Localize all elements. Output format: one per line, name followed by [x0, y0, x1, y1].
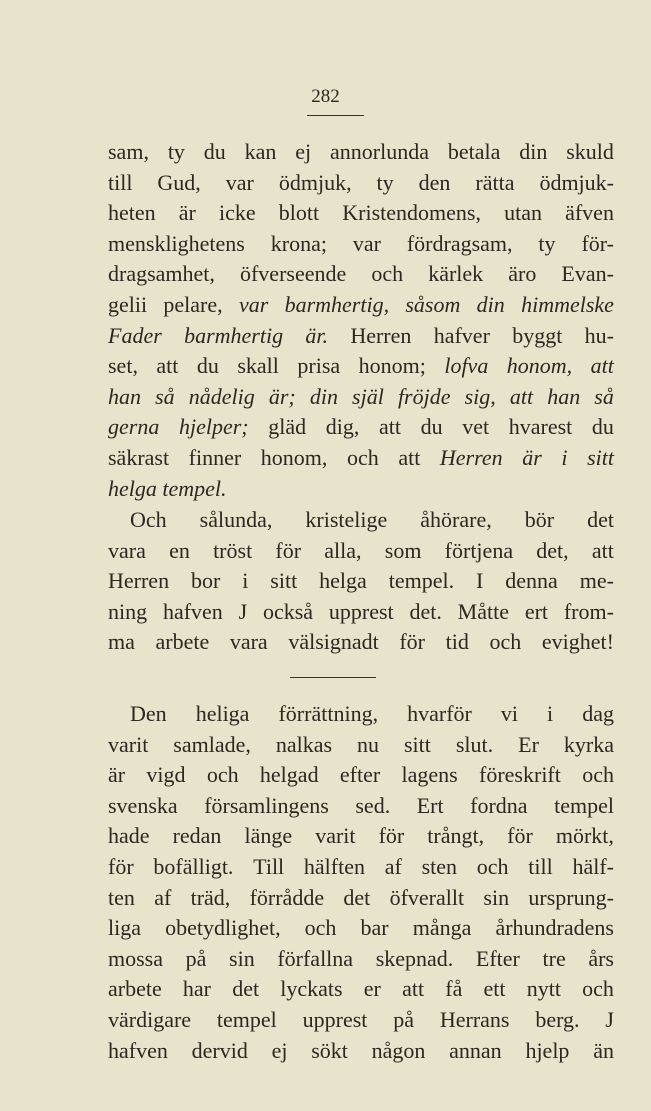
- word: det: [587, 507, 614, 532]
- text-line: [108, 443, 614, 474]
- word: så: [155, 383, 175, 409]
- word: ty: [167, 139, 185, 164]
- word: du: [196, 353, 219, 379]
- word: för-: [581, 230, 614, 256]
- word: bor: [191, 568, 221, 594]
- word: din: [309, 383, 338, 409]
- word: vet: [462, 414, 490, 440]
- word: bör: [524, 507, 555, 532]
- word: sig,: [464, 383, 496, 409]
- word: gläd: [268, 414, 307, 440]
- word: ty: [376, 169, 394, 195]
- word: J: [238, 598, 248, 624]
- word: århundradens: [495, 915, 614, 941]
- word: Och: [130, 507, 167, 532]
- word: få: [445, 976, 463, 1002]
- word: var: [238, 291, 269, 317]
- word: krona;: [270, 230, 327, 256]
- word: utan: [504, 200, 542, 226]
- word: det.: [409, 598, 442, 624]
- word: rätta: [475, 169, 515, 195]
- word: tre: [542, 945, 566, 971]
- paragraph-1: [108, 137, 614, 504]
- word: barmhertig,: [284, 291, 390, 317]
- text-line: [108, 627, 614, 658]
- text-line: [108, 566, 614, 597]
- word: Evan-: [561, 261, 614, 287]
- word: vara: [229, 629, 268, 655]
- word: till: [108, 169, 133, 195]
- text-line: [108, 229, 614, 260]
- word: i: [561, 444, 568, 470]
- word: skall: [237, 353, 279, 379]
- word: tid: [445, 629, 469, 655]
- word: att: [509, 383, 534, 409]
- word: upprest: [328, 598, 394, 624]
- word: sålunda,: [199, 507, 273, 532]
- word: kärlek: [428, 261, 484, 287]
- word: alla,: [324, 537, 362, 563]
- word: många: [412, 915, 472, 941]
- word: ej: [271, 1037, 288, 1063]
- word: gelii: [108, 291, 148, 317]
- word: byggt: [512, 322, 563, 348]
- word: denna: [505, 568, 558, 594]
- word: du: [591, 414, 614, 440]
- word: me-: [579, 568, 614, 594]
- word: efter: [339, 762, 381, 788]
- word: Herren: [439, 444, 503, 470]
- word: ursprung-: [528, 884, 614, 910]
- word: helgad: [259, 762, 319, 788]
- word: han: [547, 383, 581, 409]
- word: öfverallt: [389, 884, 465, 910]
- word: för: [378, 823, 405, 849]
- paragraph-2: [108, 505, 614, 658]
- word: äfven: [565, 200, 614, 226]
- word: slut.: [455, 731, 494, 757]
- word: är;: [268, 383, 296, 409]
- word: Gud,: [157, 169, 201, 195]
- word: Herren: [108, 568, 170, 594]
- word: själ: [352, 383, 384, 409]
- word: berg.: [535, 1006, 580, 1032]
- word: på: [185, 945, 207, 971]
- word: på: [393, 1006, 414, 1032]
- word: öfverseende: [239, 261, 347, 287]
- word: ej: [295, 139, 312, 164]
- text-line: [108, 290, 614, 321]
- word: Måtte: [457, 598, 509, 624]
- word: arbete: [108, 976, 162, 1002]
- word: kan: [244, 139, 277, 164]
- word: och: [476, 853, 509, 879]
- word: säkrast: [108, 444, 170, 470]
- word: någon: [371, 1037, 426, 1063]
- word: och: [582, 762, 614, 788]
- word: det: [343, 884, 371, 910]
- word: I: [476, 568, 484, 594]
- word: samlade,: [173, 731, 251, 757]
- word: finner: [188, 444, 242, 470]
- word: den: [418, 169, 451, 195]
- word: ett: [483, 976, 506, 1002]
- text-line: [108, 821, 614, 852]
- word: din: [519, 139, 548, 164]
- word: vigd: [146, 762, 186, 788]
- text-line: [108, 474, 614, 505]
- word: annan: [449, 1037, 502, 1063]
- word: en: [169, 537, 190, 563]
- word: träd,: [190, 884, 231, 910]
- page-number: 282: [311, 86, 340, 107]
- word: liga: [108, 915, 141, 941]
- word: sitt: [587, 444, 614, 470]
- word: Den: [130, 701, 167, 726]
- word: tempel: [216, 1006, 277, 1032]
- word: icke: [219, 200, 256, 226]
- text-line: [108, 1036, 614, 1067]
- word: fördragsam,: [406, 230, 513, 256]
- word: obetydlighet,: [165, 915, 281, 941]
- word: församlingens: [204, 792, 329, 818]
- word: är: [178, 200, 196, 226]
- word: att: [402, 976, 425, 1002]
- word: är: [522, 444, 542, 470]
- word: sitt: [270, 568, 298, 594]
- word: hjelper;: [178, 414, 249, 440]
- word: evighet!: [541, 629, 614, 655]
- text-line: [108, 760, 614, 791]
- word: mossa: [108, 945, 163, 971]
- word: Efter: [475, 945, 520, 971]
- word: för: [275, 537, 302, 563]
- word: såsom: [405, 291, 461, 317]
- word: hafver: [433, 322, 490, 348]
- text-line: [108, 168, 614, 199]
- text-line: [108, 974, 614, 1005]
- word: hälften: [303, 853, 366, 879]
- word: som: [384, 537, 422, 563]
- word: barmhertig: [184, 322, 284, 348]
- word: och: [304, 915, 337, 941]
- word: i: [547, 701, 554, 726]
- word: honom,: [506, 353, 573, 379]
- word: gerna: [108, 414, 160, 440]
- word: sin: [483, 884, 510, 910]
- word: er: [363, 976, 381, 1002]
- word: tempel: [554, 792, 614, 818]
- word: helga: [319, 568, 367, 594]
- word: upprest: [302, 1006, 368, 1032]
- word: du: [203, 139, 226, 164]
- word: dervid: [191, 1037, 248, 1063]
- text-line: [108, 597, 614, 628]
- word: och: [582, 976, 614, 1002]
- word: Till: [253, 853, 285, 879]
- word: from-: [563, 598, 614, 624]
- word: sin: [229, 945, 255, 971]
- word: det,: [536, 537, 569, 563]
- word: dragsamhet,: [108, 261, 215, 287]
- word: och: [371, 261, 404, 287]
- word: blott: [278, 200, 320, 226]
- word: redan: [172, 823, 222, 849]
- word: af: [154, 884, 172, 910]
- word: ning: [108, 598, 148, 624]
- word: också: [262, 598, 314, 624]
- word: fröjde: [397, 383, 451, 409]
- word: lagens: [401, 762, 458, 788]
- word: värdigare: [108, 1006, 192, 1032]
- word: till: [528, 853, 553, 879]
- word: än: [593, 1037, 614, 1063]
- word: trångt,: [427, 823, 485, 849]
- word: att: [590, 353, 614, 379]
- word: varit: [315, 823, 356, 849]
- word: var: [352, 230, 381, 256]
- text-line: [108, 198, 614, 229]
- paragraph-3: [108, 699, 614, 1066]
- word: är: [108, 762, 126, 788]
- word: är.: [305, 322, 329, 348]
- word: varit: [108, 731, 149, 757]
- text-line: [108, 883, 614, 914]
- italic-text: helga tempel.: [108, 475, 227, 501]
- word: lofva: [444, 353, 489, 379]
- word: set,: [108, 353, 138, 379]
- text-line: [108, 1005, 614, 1036]
- word: länge: [244, 823, 293, 849]
- word: annorlunda: [330, 139, 429, 164]
- word: förrådde: [249, 884, 325, 910]
- word: förtjena: [444, 537, 514, 563]
- text-line: [108, 259, 614, 290]
- word: sten: [421, 853, 458, 879]
- word: arbete: [155, 629, 210, 655]
- word: nalkas: [275, 731, 333, 757]
- word: års: [588, 945, 614, 971]
- page-number-rule: [307, 115, 364, 116]
- text-line: [108, 913, 614, 944]
- word: ma: [108, 629, 135, 655]
- word: så: [594, 383, 614, 409]
- text-line: [108, 351, 614, 382]
- word: sökt: [311, 1037, 348, 1063]
- word: mensklighetens: [108, 230, 245, 256]
- word: har: [182, 976, 212, 1002]
- word: skepnad.: [375, 945, 454, 971]
- word: din: [476, 291, 505, 317]
- word: nu: [357, 731, 380, 757]
- word: för: [507, 823, 533, 849]
- word: heliga: [195, 701, 250, 726]
- word: sed.: [355, 792, 391, 818]
- word: hafven: [162, 598, 223, 624]
- word: honom;: [358, 353, 426, 379]
- word: sam,: [108, 139, 149, 164]
- word: bar: [360, 915, 389, 941]
- text-line: [108, 944, 614, 975]
- text-line: [108, 505, 614, 536]
- text-line: [108, 699, 614, 730]
- word: Ert: [416, 792, 444, 818]
- word: honom,: [260, 444, 328, 470]
- word: sitt: [404, 731, 431, 757]
- word: hafven: [108, 1037, 168, 1063]
- word: himmelske: [521, 291, 614, 317]
- word: ödmjuk-: [539, 169, 614, 195]
- word: Herren: [350, 322, 412, 348]
- word: att: [379, 414, 401, 440]
- word: ten: [108, 884, 135, 910]
- word: hälf-: [572, 853, 614, 879]
- word: vara: [108, 537, 146, 563]
- word: åhörare,: [420, 507, 492, 532]
- word: hjelp: [525, 1037, 570, 1063]
- word: han: [108, 383, 141, 409]
- word: pelare,: [163, 291, 223, 317]
- word: ödmjuk,: [278, 169, 352, 195]
- word: föreskrift: [479, 762, 561, 788]
- word: förfallna: [277, 945, 354, 971]
- word: hade: [108, 823, 150, 849]
- word: vi: [500, 701, 519, 726]
- word: och: [489, 629, 522, 655]
- word: Fader: [108, 322, 162, 348]
- word: var: [225, 169, 254, 195]
- word: mörkt,: [555, 823, 614, 849]
- text-line: [108, 791, 614, 822]
- word: ty: [538, 230, 556, 256]
- text-line: [108, 382, 614, 413]
- word: förrättning,: [278, 701, 379, 726]
- word: att: [591, 537, 614, 563]
- word: för: [108, 853, 134, 879]
- word: Herrans: [439, 1006, 510, 1032]
- word: heten: [108, 200, 156, 226]
- word: och: [206, 762, 239, 788]
- word: betala: [447, 139, 501, 164]
- word: nytt: [526, 976, 561, 1002]
- word: fordna: [470, 792, 528, 818]
- word: skuld: [566, 139, 614, 164]
- word: hvarest: [508, 414, 573, 440]
- word: dig,: [325, 414, 360, 440]
- word: Er: [518, 731, 539, 757]
- word: välsignadt: [288, 629, 379, 655]
- text-line: [108, 412, 614, 443]
- word: du: [420, 414, 443, 440]
- word: tröst: [213, 537, 253, 563]
- word: det: [232, 976, 260, 1002]
- word: att: [398, 444, 421, 470]
- word: lyckats: [280, 976, 343, 1002]
- word: nådelig: [188, 383, 255, 409]
- word: tempel.: [388, 568, 455, 594]
- text-line: [108, 536, 614, 567]
- word: att: [156, 353, 179, 379]
- word: prisa: [297, 353, 341, 379]
- word: bofälligt.: [153, 853, 234, 879]
- word: J: [605, 1006, 614, 1032]
- word: hvarför: [407, 701, 472, 726]
- word: äro: [508, 261, 537, 287]
- word: dag: [582, 701, 614, 726]
- word: Kristendomens,: [342, 200, 481, 226]
- text-line: [108, 852, 614, 883]
- text-line: [108, 730, 614, 761]
- word: af: [384, 853, 402, 879]
- word: i: [242, 568, 249, 594]
- word: och: [346, 444, 379, 470]
- word: svenska: [108, 792, 178, 818]
- text-line: [108, 137, 614, 168]
- word: kristelige: [305, 507, 388, 532]
- text-line: [108, 321, 614, 352]
- section-divider: [290, 677, 376, 678]
- word: kyrka: [563, 731, 614, 757]
- word: för: [399, 629, 426, 655]
- word: hu-: [584, 322, 614, 348]
- word: ert: [524, 598, 549, 624]
